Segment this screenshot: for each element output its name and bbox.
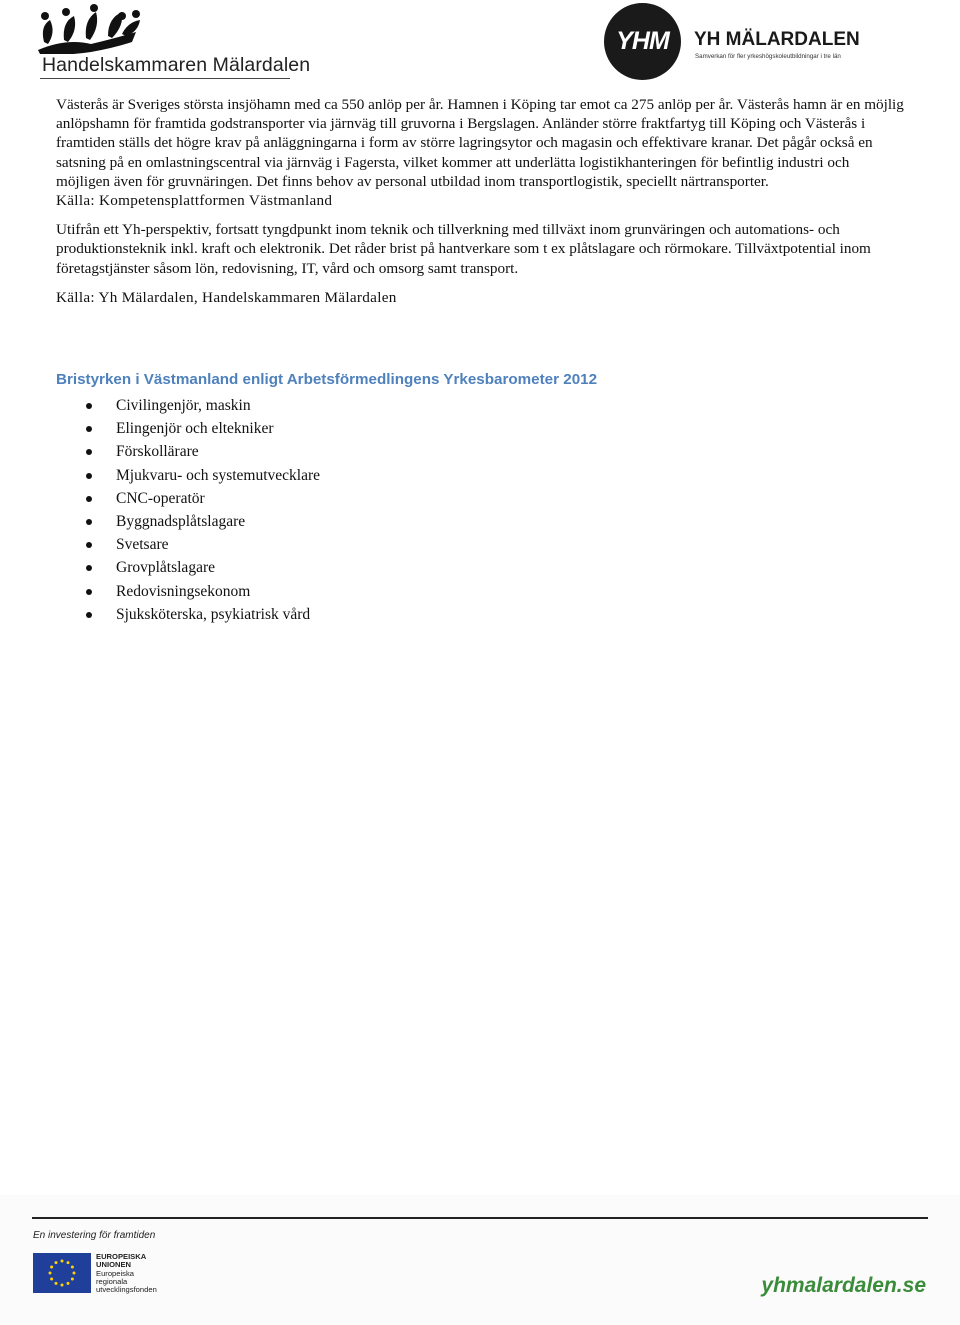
list-item xyxy=(56,605,320,628)
eu-fund-label xyxy=(96,1253,157,1294)
eu-label-line-1: EUROPEISKA xyxy=(96,1252,147,1261)
bullet-icon xyxy=(86,403,92,409)
list-item xyxy=(56,419,320,442)
list-item xyxy=(56,558,320,581)
footer-divider xyxy=(32,1217,928,1219)
bullet-icon xyxy=(86,612,92,618)
eu-star xyxy=(61,1284,64,1287)
section-heading: Bristyrken i Västmanland enligt Arbetsförmedlingens Yrkesbarometer 2012 xyxy=(56,371,598,388)
eu-stars-icon xyxy=(33,1253,91,1293)
bullet-icon xyxy=(86,496,92,502)
list-item-label: Sjuksköterska, psykiatrisk vård xyxy=(116,605,311,623)
bullet-icon xyxy=(86,449,92,455)
bullet-icon xyxy=(86,565,92,571)
list-item-label: Förskollärare xyxy=(116,443,199,461)
eu-label-line-2: UNIONEN xyxy=(96,1260,132,1270)
eu-star xyxy=(67,1261,70,1264)
eu-star xyxy=(71,1266,74,1269)
yhm-logo-tagline: Samverkan för fler yrkeshögskoleutbildningar i tre län xyxy=(695,53,841,60)
eu-label-line-3: Europeiska xyxy=(96,1268,134,1278)
list-item-label: Svetsare xyxy=(116,536,169,554)
eu-label-line-5: utvecklingsfonden xyxy=(96,1285,157,1295)
source-citation-1: Källa: Kompetensplattformen Västmanland xyxy=(56,192,333,210)
list-item xyxy=(56,512,320,535)
footer-tagline: En investering för framtiden xyxy=(33,1230,156,1241)
eu-star xyxy=(67,1282,70,1285)
yh-malardalen-logo xyxy=(604,3,864,81)
list-item xyxy=(56,466,320,489)
list-item-label: Elingenjör och eltekniker xyxy=(116,420,274,438)
crown-icon xyxy=(36,2,146,54)
handelskammaren-logo-text: Handelskammaren Mälardalen xyxy=(42,54,311,76)
eu-star xyxy=(50,1278,53,1281)
paragraph-yh-perspective: Utifrån ett Yh-perspektiv, fortsatt tyngdpunkt inom teknik och tillverkning med tillväxt inom grunväringen och automations- och produktionsteknik inkl. kraft och elektronik. Det råder brist på hantverkare som t ex plåtslagare och rörmokare. Tillväxtpotential inom företagstjänster såsom lön, redovisning, IT, vård och omsorg samt transport. xyxy=(56,221,871,277)
list-item-label: Redovisningsekonom xyxy=(116,582,251,600)
list-item-label: CNC-operatör xyxy=(116,489,205,507)
list-item xyxy=(56,535,320,558)
list-item xyxy=(56,442,320,465)
handelskammaren-logo xyxy=(36,2,311,82)
list-item xyxy=(56,489,320,512)
website-link[interactable]: yhmalardalen.se xyxy=(761,1274,926,1297)
eu-flag-icon xyxy=(33,1253,91,1293)
eu-star xyxy=(73,1272,76,1275)
eu-star xyxy=(71,1278,74,1281)
eu-star xyxy=(50,1266,53,1269)
bullet-icon xyxy=(86,426,92,432)
list-item-label: Civilingenjör, maskin xyxy=(116,397,251,414)
paragraph-harbours: Västerås är Sveriges största insjöhamn med ca 550 anlöp per år. Hamnen i Köping tar emot ca 275 anlöp per år. Västerås hamn är en möjlig anlöpshamn för framtida godstransporter via järnväg till gruvorna i Bergslagen. Anländer större fraktfartyg till Köping och Västerås i framtiden ställs det högre krav på anläggningarna i form av större lagringsytor och magasin och effektivare kranar. Det pågår också en satsning på en omlastningscentral via järnväg i Fagersta, vilket kommer att underlätta logistikhanteringen för befintlig industri och möjligen även för gruvnäringen. Det finns behov av personal utbildad inom transportlogistik, speciellt närtransporter. xyxy=(56,96,904,190)
bullet-icon xyxy=(86,519,92,525)
yhm-logo-mark: YHM xyxy=(604,3,681,80)
bullet-icon xyxy=(86,542,92,548)
eu-star xyxy=(55,1282,58,1285)
source-citation-2: Källa: Yh Mälardalen, Handelskammaren Mälardalen xyxy=(56,288,397,306)
page-header xyxy=(0,0,960,90)
eu-star xyxy=(55,1261,58,1264)
list-item-label: Grovplåtslagare xyxy=(116,559,215,577)
logo-divider xyxy=(40,78,290,79)
occupation-list xyxy=(56,396,320,628)
eu-label-line-4: regionala xyxy=(96,1276,128,1286)
list-item-label: Byggnadsplåtslagare xyxy=(116,512,246,530)
eu-star xyxy=(49,1272,52,1275)
bullet-icon xyxy=(86,589,92,595)
list-item xyxy=(56,582,320,605)
bullet-icon xyxy=(86,473,92,479)
yhm-logo-title: YH MÄLARDALEN xyxy=(694,29,860,50)
list-item xyxy=(56,396,320,419)
eu-star xyxy=(61,1260,64,1263)
document-body xyxy=(56,95,906,307)
list-item-label: Mjukvaru- och systemutvecklare xyxy=(116,466,321,484)
